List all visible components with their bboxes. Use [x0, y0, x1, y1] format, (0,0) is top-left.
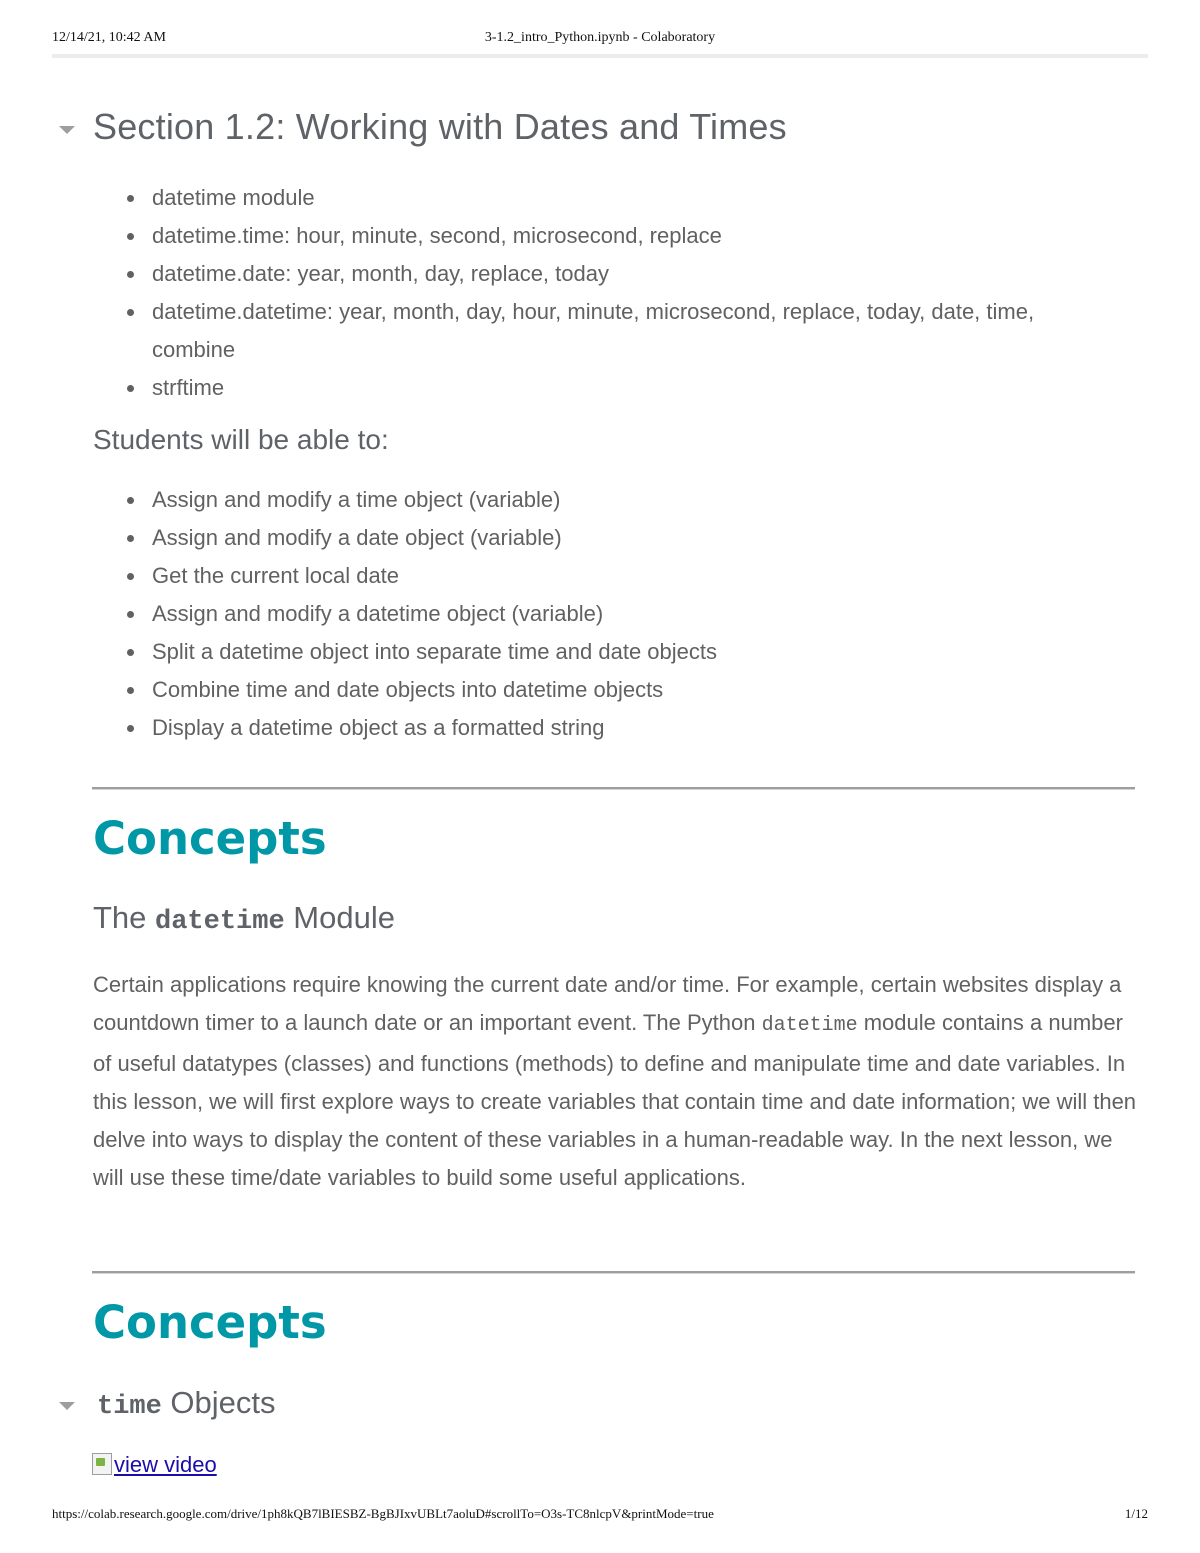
datetime-intro-paragraph — [93, 966, 1138, 1197]
list-item: Get the current local date — [93, 557, 1103, 595]
view-video-label: view video — [114, 1452, 217, 1477]
list-item: Assign and modify a time object (variable) — [93, 481, 1103, 519]
heading-code: datetime — [155, 907, 285, 937]
list-item: datetime.date: year, month, day, replace, today — [93, 255, 1103, 293]
students-heading: Students will be able to: — [93, 424, 389, 455]
list-item: Combine time and date objects into datetime objects — [93, 671, 1103, 709]
divider — [92, 1271, 1135, 1274]
time-objects-collapse-arrow-icon[interactable] — [59, 1402, 75, 1410]
paragraph-text: Certain applications require knowing the current date and/or time. For example, certain websites display a countdown timer to a launch date or an important event. The Python — [93, 972, 1122, 1035]
heading-text: The — [93, 900, 156, 935]
print-url: https://colab.research.google.com/drive/1ph8kQB7lBIESBZ-BgBJIxvUBLt7aoluD#scrollTo=O3s-TC8nlcpV&printMode=true — [52, 1506, 714, 1521]
print-footer — [52, 1506, 1148, 1526]
print-datetime: 12/14/21, 10:42 AM — [52, 30, 166, 45]
topics-list — [93, 179, 1103, 407]
time-objects-heading — [97, 1385, 276, 1422]
list-item: Assign and modify a datetime object (variable) — [93, 595, 1103, 633]
list-item: datetime.datetime: year, month, day, hour, minute, microsecond, replace, today, date, time, combine — [93, 293, 1103, 369]
view-video-link[interactable] — [92, 1452, 217, 1478]
header-rule — [52, 54, 1148, 58]
page-number: 1/12 — [1124, 1506, 1148, 1521]
heading-text: Module — [284, 900, 395, 935]
inline-code: datetime — [761, 1014, 858, 1037]
objectives-list — [93, 481, 1103, 747]
paragraph-text: module contains a number of useful datatypes (classes) and functions (methods) to define and manipulate time and date variables. In this lesson, we will first explore ways to create variables that contain time and date information; we will then delve into ways to display the content of these variables in a human-readable way. In the next lesson, we will use these time/date variables to build some useful applications. — [93, 1010, 1137, 1190]
datetime-module-heading — [93, 900, 395, 937]
list-item: datetime.time: hour, minute, second, microsecond, replace — [93, 217, 1103, 255]
heading-text: Objects — [161, 1385, 276, 1420]
concepts-heading: Concepts — [93, 1296, 327, 1349]
print-page-title: 3-1.2_intro_Python.ipynb - Colaboratory — [484, 30, 716, 45]
print-header — [52, 30, 1148, 50]
section-title: Section 1.2: Working with Dates and Times — [93, 106, 787, 147]
list-item: datetime module — [93, 179, 1103, 217]
section-collapse-arrow-icon[interactable] — [59, 126, 75, 134]
list-item: Assign and modify a date object (variable) — [93, 519, 1103, 557]
list-item: Display a datetime object as a formatted string — [93, 709, 1103, 747]
heading-code: time — [97, 1392, 162, 1422]
concepts-heading: Concepts — [93, 812, 327, 865]
broken-image-icon — [92, 1453, 112, 1475]
list-item: Split a datetime object into separate time and date objects — [93, 633, 1103, 671]
divider — [92, 787, 1135, 790]
list-item: strftime — [93, 369, 1103, 407]
